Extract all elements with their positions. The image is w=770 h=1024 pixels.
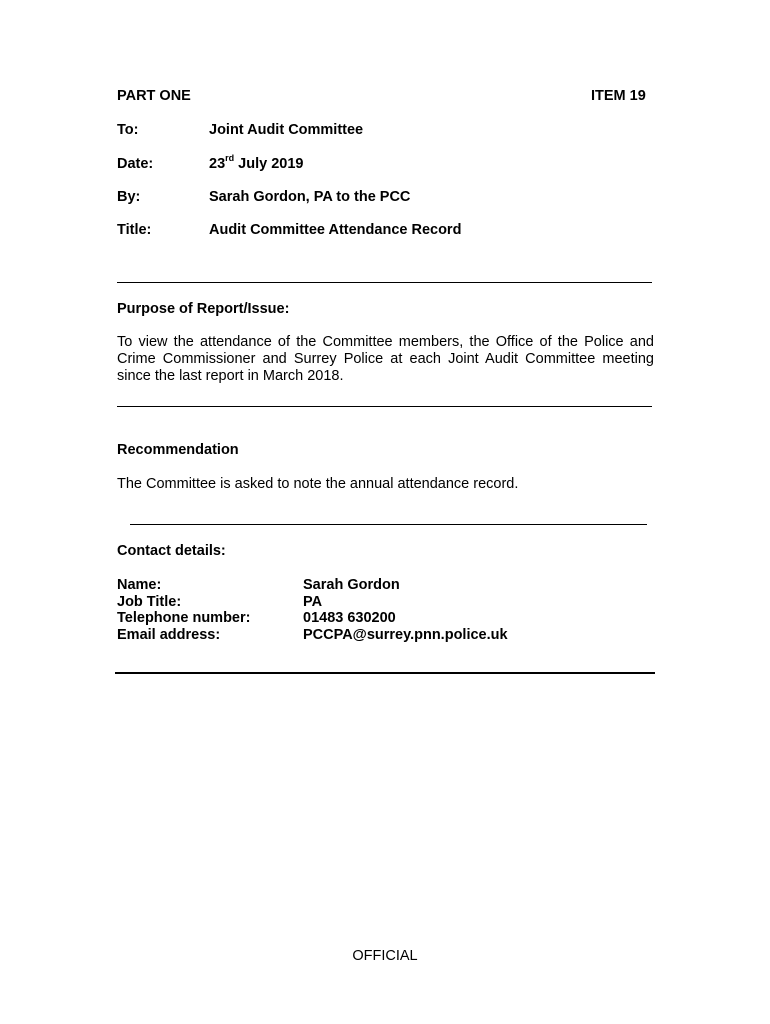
title-value: Audit Committee Attendance Record — [209, 222, 462, 238]
by-value: Sarah Gordon, PA to the PCC — [209, 189, 411, 205]
classification-footer: OFFICIAL — [352, 948, 418, 964]
recommendation-text: The Committee is asked to note the annual attendance record. — [117, 476, 519, 492]
purpose-text: To view the attendance of the Committee members, the Office of the Police and Crime Commissioner and Surrey Police at each Joint Audit Committee meeting since the last report in March 2018. — [117, 334, 654, 384]
contact-heading: Contact details: — [117, 543, 226, 559]
divider — [115, 672, 655, 674]
contact-job-title-value: PA — [303, 594, 323, 610]
date-rest: July 2019 — [234, 156, 304, 172]
contact-name-label: Name: — [117, 577, 162, 593]
recommendation-heading: Recommendation — [117, 442, 239, 458]
contact-job-title-label: Job Title: — [117, 594, 182, 610]
date-suffix: rd — [225, 153, 235, 164]
item-label: ITEM 19 — [591, 88, 646, 104]
to-label: To: — [117, 122, 139, 138]
title-label: Title: — [117, 222, 152, 238]
purpose-heading: Purpose of Report/Issue: — [117, 301, 290, 317]
date-label: Date: — [117, 156, 154, 172]
divider — [130, 524, 647, 525]
date-value — [209, 153, 304, 172]
contact-name-value: Sarah Gordon — [303, 577, 400, 593]
to-value: Joint Audit Committee — [209, 122, 364, 138]
contact-email-label: Email address: — [117, 627, 221, 643]
contact-telephone-label: Telephone number: — [117, 610, 251, 626]
contact-telephone-value: 01483 630200 — [303, 610, 396, 626]
divider — [117, 282, 652, 283]
contact-email-value: PCCPA@surrey.pnn.police.uk — [303, 627, 508, 643]
divider — [117, 406, 652, 407]
date-day: 23 — [209, 156, 226, 172]
by-label: By: — [117, 189, 141, 205]
part-label: PART ONE — [117, 88, 191, 104]
